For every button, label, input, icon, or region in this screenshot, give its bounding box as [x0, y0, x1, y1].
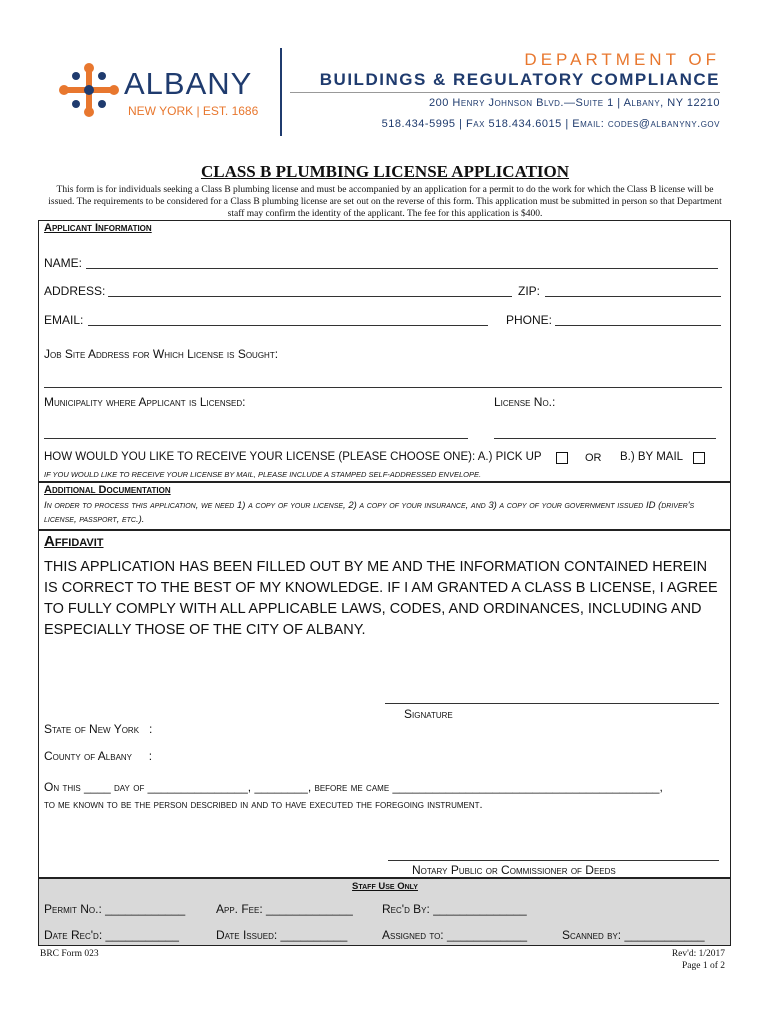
- mail-checkbox[interactable]: [693, 452, 705, 464]
- signature-label: Signature: [404, 707, 453, 721]
- jobsite-field[interactable]: [44, 387, 722, 388]
- receive-label: HOW WOULD YOU LIKE TO RECEIVE YOUR LICENSE (PLEASE CHOOSE ONE): A.) PICK UP: [44, 451, 542, 463]
- zip-label: ZIP:: [518, 284, 541, 298]
- on-this-line: On this ____ day of _______________, ________, before me came ________________________________________,: [44, 780, 663, 794]
- name-label: NAME:: [44, 256, 83, 270]
- affidavit-text: THIS APPLICATION HAS BEEN FILLED OUT BY ME AND THE INFORMATION CONTAINED HEREIN IS CORRECT TO THE BEST OF MY KNOWLEDGE. IF I AM GRANTED A CLASS B LICENSE, I AGREE TO FULLY COMPLY WITH ALL APPLICABLE LAWS, CODES, AND ORDINANCES, INCLUDING AND ESPECIALLY THOSE OF THE CITY OF ALBANY.: [44, 559, 718, 638]
- dept-address: 200 Henry Johnson Blvd.—Suite 1 | Albany, NY 12210: [428, 97, 720, 109]
- state-label: State of New York :: [44, 722, 153, 736]
- revision-date: Rev'd: 1/2017: [671, 949, 725, 959]
- phone-field[interactable]: [555, 325, 721, 326]
- known-text: to me known to be the person described in and to have executed the foregoing instrument.: [44, 799, 483, 811]
- jobsite-label: Job Site Address for Which License is Sought:: [44, 347, 279, 361]
- permit-no: Permit No.: ____________: [44, 902, 186, 916]
- mail-label: B.) BY MAIL: [620, 451, 684, 463]
- date-recd: Date Rec'd: ___________: [44, 928, 179, 942]
- header-rule: [290, 92, 720, 93]
- license-no-field[interactable]: [494, 438, 716, 439]
- email-label: EMAIL:: [44, 313, 84, 327]
- additional-text: In order to process this application, we need 1) a copy of your license, 2) a copy of your insurance, and 3) a copy of your government issued ID (driver's license, passport, etc.).: [44, 500, 695, 525]
- form-number: BRC Form 023: [40, 949, 99, 959]
- or-label: OR: [585, 452, 602, 464]
- municipality-field[interactable]: [44, 438, 468, 439]
- assigned-to: Assigned to: ____________: [382, 928, 528, 942]
- scanned-by: Scanned by: ____________: [562, 928, 705, 942]
- form-intro: This form is for individuals seeking a Class B plumbing license and must be accompanied by an application for a permit to do the work for which the Class B license will be issued. The requirements to be considered for a Class B plumbing license are set out on the reverse of this form. This application must be submitted in person so that Department staff may confirm the identity of the applicant. The fee for this application is $400.: [48, 185, 722, 219]
- staff-heading: Staff Use Only: [352, 881, 418, 892]
- form-title: CLASS B PLUMBING LICENSE APPLICATION: [200, 162, 570, 181]
- signature-line[interactable]: [385, 703, 719, 704]
- dept-line1: DEPARTMENT OF: [524, 50, 720, 69]
- municipality-label: Municipality where Applicant is Licensed:: [44, 395, 246, 409]
- phone-label: PHONE:: [506, 313, 553, 327]
- address-field[interactable]: [108, 296, 512, 297]
- logo-word: ALBANY: [124, 66, 253, 101]
- mail-note: IF YOU WOULD LIKE TO RECEIVE YOUR LICENSE BY MAIL, PLEASE INCLUDE A STAMPED SELF-ADDRESSED ENVELOPE.: [44, 470, 482, 479]
- additional-heading: Additional Documentation: [44, 484, 171, 496]
- address-label: ADDRESS:: [44, 284, 106, 298]
- applicant-heading: Applicant Information: [44, 222, 152, 234]
- header-divider: [280, 48, 282, 136]
- dept-line2: BUILDINGS & REGULATORY COMPLIANCE: [319, 70, 720, 89]
- date-issued: Date Issued: __________: [216, 928, 348, 942]
- app-fee: App. Fee: _____________: [216, 902, 353, 916]
- pickup-checkbox[interactable]: [556, 452, 568, 464]
- albany-emblem-icon: [58, 62, 120, 118]
- albany-logo: [58, 62, 268, 122]
- name-field[interactable]: [86, 268, 718, 269]
- email-field[interactable]: [88, 325, 488, 326]
- license-no-label: License No.:: [494, 395, 556, 409]
- county-label: County of Albany :: [44, 749, 153, 763]
- logo-subtitle: NEW YORK | EST. 1686: [128, 104, 259, 118]
- recd-by: Rec'd By: ______________: [382, 902, 527, 916]
- page-number: Page 1 of 2: [681, 961, 725, 971]
- dept-contact: 518.434-5995 | Fax 518.434.6015 | Email: codes@albanyny.gov: [381, 118, 720, 130]
- notary-line[interactable]: [388, 860, 719, 861]
- zip-field[interactable]: [545, 296, 721, 297]
- affidavit-heading: Affidavit: [44, 533, 104, 550]
- notary-label: Notary Public or Commissioner of Deeds: [412, 863, 616, 877]
